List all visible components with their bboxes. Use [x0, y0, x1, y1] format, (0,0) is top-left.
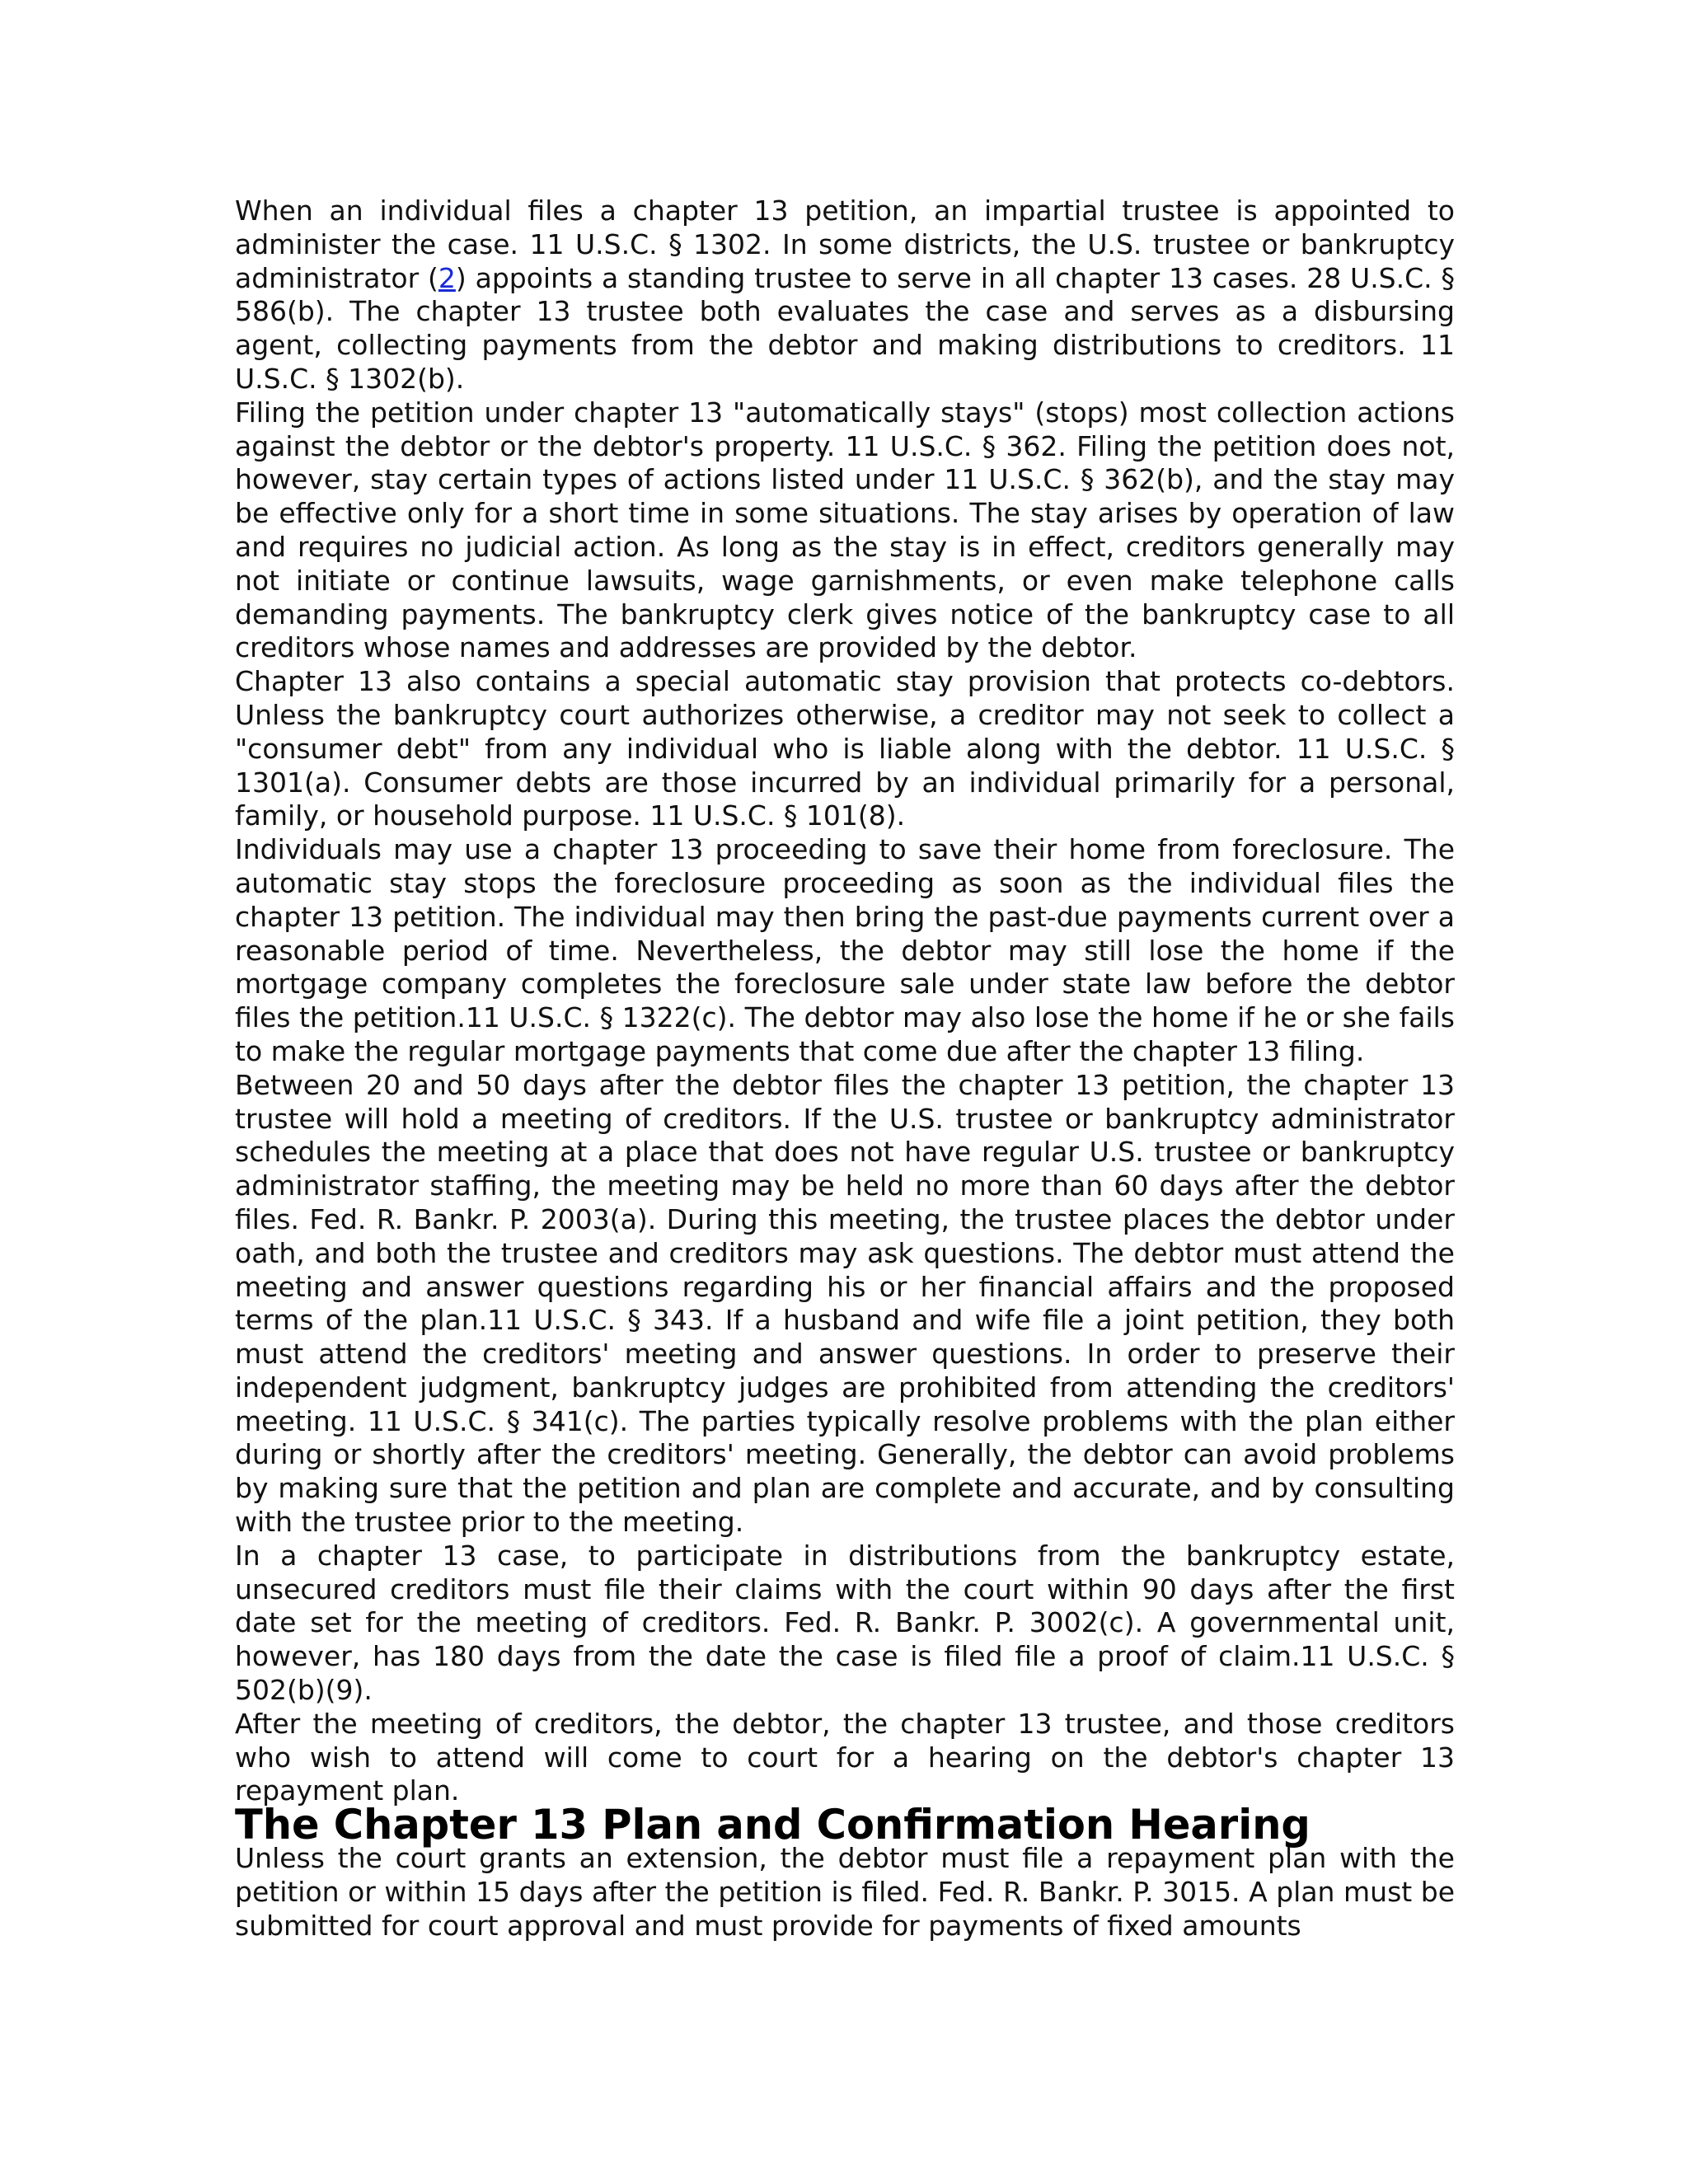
paragraph-trustee-appointment — [235, 194, 1455, 396]
paragraph-foreclosure: Individuals may use a chapter 13 proceeding to save their home from foreclosure. The automatic stay stops the foreclosure proceeding as soon as the individual files the chapter 13 petition. The individual may then bring the past-due payments current over a reasonable period of time. Nevertheless, the debtor may still lose the home if the mortgage company completes the foreclosure sale under state law before the debtor files the petition.11 U.S.C. § 1322(c). The debtor may also lose the home if he or she fails to make the regular mortgage payments that come due after the chapter 13 filing. — [235, 833, 1455, 1067]
document-body — [235, 194, 1455, 1943]
paragraph-text: ) appoints a standing trustee to serve in all chapter 13 cases. 28 U.S.C. § 586(b). The chapter 13 trustee both evaluates the case and serves as a disbursing agent, collecting payments from the debtor and making distributions to creditors. 11 U.S.C. § 1302(b). — [235, 261, 1455, 395]
paragraph-automatic-stay: Filing the petition under chapter 13 "automatically stays" (stops) most collection actions against the debtor or the debtor's property. 11 U.S.C. § 362. Filing the petition does not, however, stay certain types of actions listed under 11 U.S.C. § 362(b), and the stay may be effective only for a short time in some situations. The stay arises by operation of law and requires no judicial action. As long as the stay is in effect, creditors generally may not initiate or continue lawsuits, wage garnishments, or even make telephone calls demanding payments. The bankruptcy clerk gives notice of the bankruptcy case to all creditors whose names and addresses are provided by the debtor. — [235, 396, 1455, 664]
paragraph-claims-deadline: In a chapter 13 case, to participate in distributions from the bankruptcy estate, unsecured creditors must file their claims with the court within 90 days after the first date set for the meeting of creditors. Fed. R. Bankr. P. 3002(c). A governmental unit, however, has 180 days from the date the case is filed file a proof of claim.11 U.S.C. § 502(b)(9). — [235, 1539, 1455, 1707]
paragraph-meeting-of-creditors: Between 20 and 50 days after the debtor files the chapter 13 petition, the chapter 13 trustee will hold a meeting of creditors. If the U.S. trustee or bankruptcy administrator schedules the meeting at a place that does not have regular U.S. trustee or bankruptcy administrator staffing, the meeting may be held no more than 60 days after the debtor files. Fed. R. Bankr. P. 2003(a). During this meeting, the trustee places the debtor under oath, and both the trustee and creditors may ask questions. The debtor must attend the meeting and answer questions regarding his or her financial affairs and the proposed terms of the plan.11 U.S.C. § 343. If a husband and wife file a joint petition, they both must attend the creditors' meeting and answer questions. In order to preserve their independent judgment, bankruptcy judges are prohibited from attending the creditors' meeting. 11 U.S.C. § 341(c). The parties typically resolve problems with the plan either during or shortly after the creditors' meeting. Generally, the debtor can avoid problems by making sure that the petition and plan are complete and accurate, and by consulting with the trustee prior to the meeting. — [235, 1068, 1455, 1539]
section-heading: The Chapter 13 Plan and Confirmation Hearing — [235, 1801, 1311, 1849]
footnote-link[interactable]: 2 — [438, 261, 456, 294]
paragraph-co-debtor-stay: Chapter 13 also contains a special automatic stay provision that protects co-debtors. Unless the bankruptcy court authorizes otherwise, a creditor may not seek to collect a "consumer debt" from any individual who is liable along with the debtor. 11 U.S.C. § 1301(a). Consumer debts are those incurred by an individual primarily for a personal, family, or household purpose. 11 U.S.C. § 101(8). — [235, 665, 1455, 832]
paragraph-confirmation-hearing-intro: After the meeting of creditors, the debtor, the chapter 13 trustee, and those creditors who wish to attend will come to court for a hearing on the debtor's chapter 13 repayment plan. — [235, 1707, 1455, 1807]
paragraph-text: When an individual files a chapter 13 petition, an impartial trustee is appointed to administer the case. 11 U.S.C. § 1302. In some districts, the U.S. trustee or bankruptcy administrator ( — [235, 194, 1455, 294]
paragraph-repayment-plan: Unless the court grants an extension, the debtor must file a repayment plan with the petition or within 15 days after the petition is filed. Fed. R. Bankr. P. 3015. A plan must be submitted for court approval and must provide for payments of fixed amounts — [235, 1842, 1455, 1942]
